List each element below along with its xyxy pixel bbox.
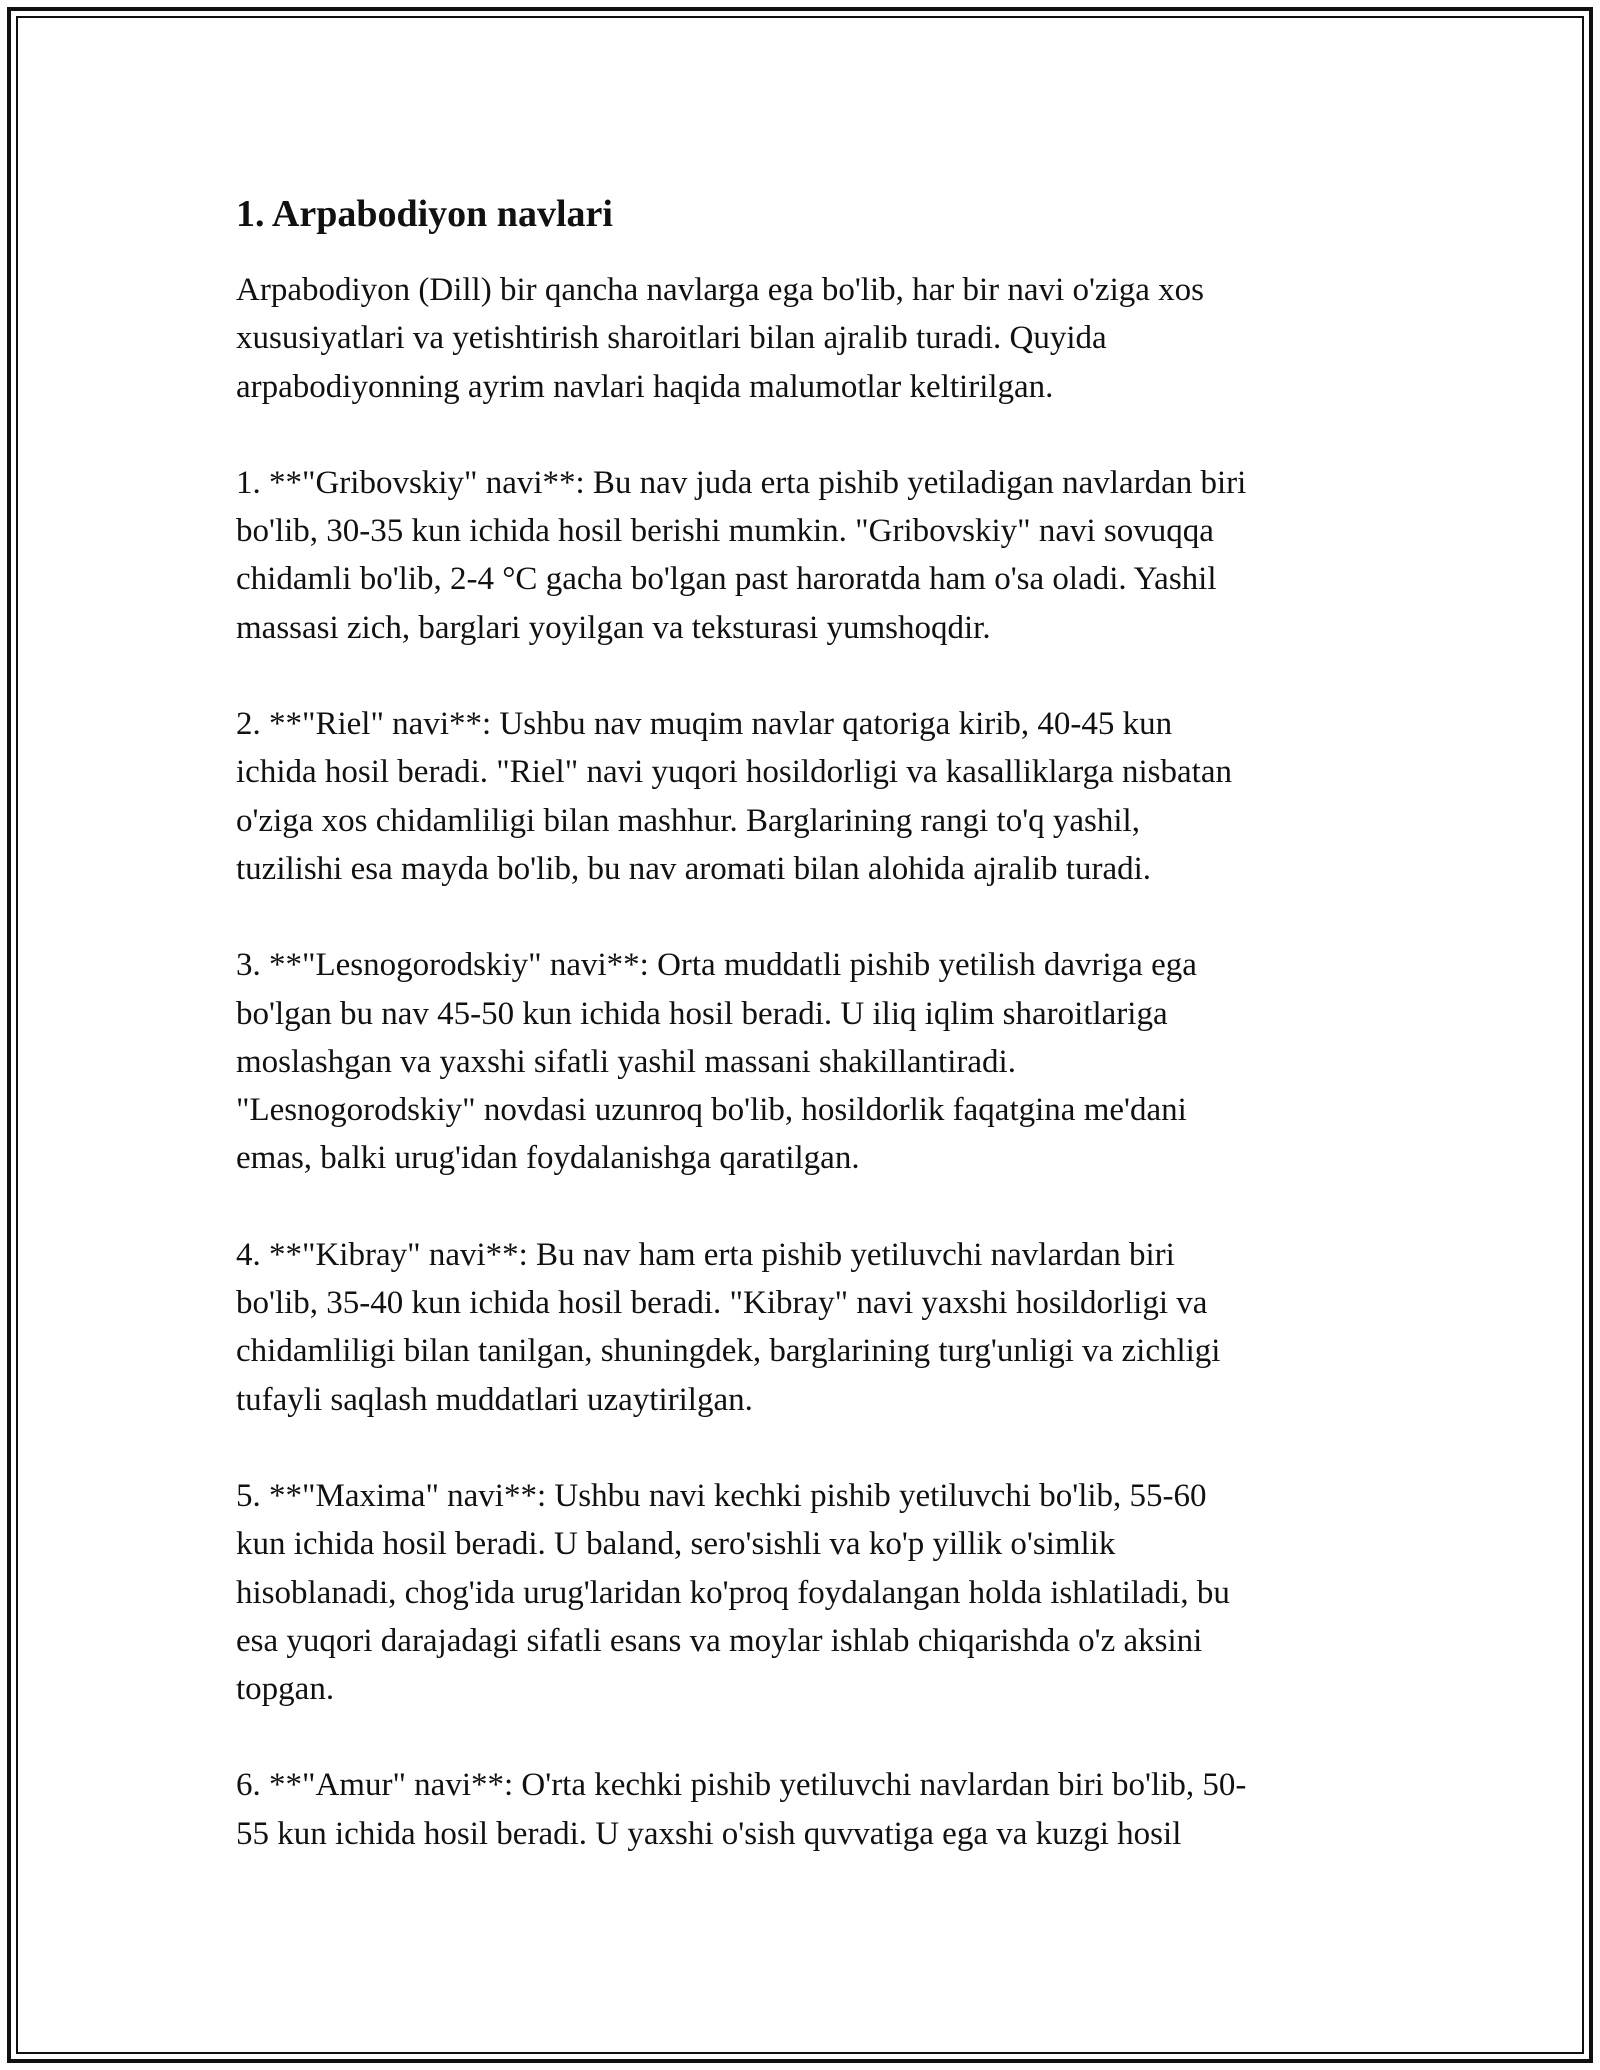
document-body — [236, 190, 1366, 1906]
page-title: 1. Arpabodiyon navlari — [236, 193, 613, 235]
variety-amur-paragraph: 6. **"Amur" navi**: O'rta kechki pishib yetiluvchi navlardan biri bo'lib, 50- 55 kun ichida hosil beradi. U yaxshi o'sish quvvatiga ega va kuzgi hosil — [236, 1767, 1247, 1852]
variety-riel-paragraph: 2. **"Riel" navi**: Ushbu nav muqim navlar qatoriga kirib, 40-45 kun ichida hosil beradi. "Riel" navi yuqori hosildorligi va kasalliklarga nisbatan o'ziga xos chidamliligi bilan mashhur. Barglarining rangi to'q yashil, tuzilishi esa mayda bo'lib, bu nav aromati bilan alohida ajralib turadi. — [236, 706, 1232, 887]
variety-lesnogorodskiy-paragraph: 3. **"Lesnogorodskiy" navi**: Orta muddatli pishib yetilish davriga ega bo'lgan bu nav 45-50 kun ichida hosil beradi. U iliq iqlim sharoitlariga moslashgan va yaxshi sifatli yashil massani shakillantiradi. "Lesnogorodskiy" novdasi uzunroq bo'lib, hosildorlik faqatgina me'dani emas, balki urug'idan foydalanishga qaratilgan. — [236, 947, 1197, 1177]
variety-gribovskiy-paragraph: 1. **"Gribovskiy" navi**: Bu nav juda erta pishib yetiladigan navlardan biri bo'lib, 30-35 kun ichida hosil berishi mumkin. "Gribovskiy" navi sovuqqa chidamli bo'lib, 2-4 °C gacha bo'lgan past haroratda ham o'sa oladi. Yashil massasi zich, barglari yoyilgan va teksturasi yumshoqdir. — [236, 464, 1247, 646]
variety-maxima-paragraph: 5. **"Maxima" navi**: Ushbu navi kechki pishib yetiluvchi bo'lib, 55-60 kun ichida hosil beradi. U baland, sero'sishli va ko'p yillik o'simlik hisoblanadi, chog'ida urug'laridan ko'proq foydalangan holda ishlatiladi, bu esa yuqori darajadagi sifatli esans va moylar ishlab chiqarishda o'z aksini topgan. — [236, 1477, 1230, 1708]
intro-paragraph: Arpabodiyon (Dill) bir qancha navlarga ega bo'lib, har bir navi o'ziga xos xususiyatlari va yetishtirish sharoitlari bilan ajralib turadi. Quyida arpabodiyonning ayrim navlari haqida malumotlar keltirilgan. — [236, 272, 1204, 405]
variety-kibray-paragraph: 4. **"Kibray" navi**: Bu nav ham erta pishib yetiluvchi navlardan biri bo'lib, 35-40 kun ichida hosil beradi. "Kibray" navi yaxshi hosildorligi va chidamliligi bilan tanilgan, shuningdek, barglarining turg'unligi va zichligi tufayli saqlash muddatlari uzaytirilgan. — [236, 1236, 1221, 1418]
